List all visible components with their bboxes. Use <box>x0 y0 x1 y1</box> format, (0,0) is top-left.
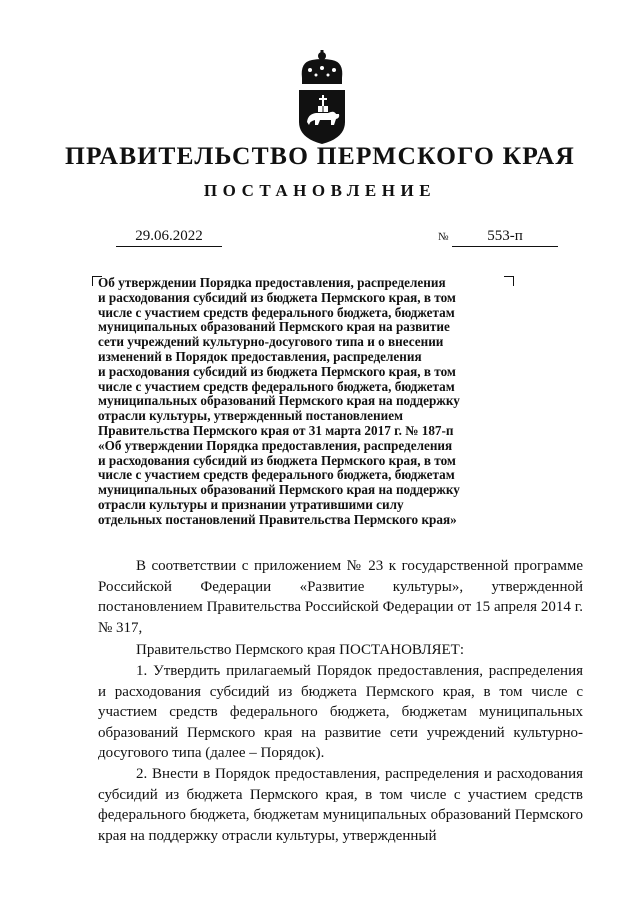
coat-of-arms-icon <box>290 48 354 146</box>
subject-line: отрасли культуры и признании утратившими силу <box>98 496 404 512</box>
subject-line: сети учреждений культурно-досугового типа и о внесении <box>98 334 444 350</box>
paragraph-item-2: 2. Внести в Порядок предоставления, распределения и расходования субсидий из бюджета Пермского края, в том числе с участием средств федерального бюджета, бюджетам муниципальных образований Пермского края на поддержку отрасли культуры, утвержденный <box>98 765 583 844</box>
paragraph-item-1: 1. Утвердить прилагаемый Порядок предоставления, распределения и расходования субсидий из бюджета Пермского края, в том числе с участием средств федерального бюджета, бюджетам муниципальных образований Пермского края на развитие сети учреждений культурно-досугового типа (далее – Порядок). <box>98 662 583 762</box>
subject-line: и расходования субсидий из бюджета Пермского края, в том <box>98 363 456 379</box>
subject-line: числе с участием средств федерального бюджета, бюджетам <box>98 304 455 320</box>
subject-line: муниципальных образований Пермского края на поддержку <box>98 393 460 409</box>
paragraph-preamble: В соответствии с приложением № 23 к государственной программе Российской Федерации «Развитие культуры», утвержденной постановлением Правительства Российской Федерации от 15 апреля 2014 г. № 317, <box>98 558 583 636</box>
subject-line: и расходования субсидий из бюджета Пермского края, в том <box>98 452 456 468</box>
document-subject <box>98 276 528 528</box>
document-number: 553-п <box>452 226 558 247</box>
paragraph-resolves: Правительство Пермского края ПОСТАНОВЛЯЕТ: <box>136 642 465 659</box>
number-sign: № <box>438 231 449 243</box>
subject-line: муниципальных образований Пермского края на развитие <box>98 319 450 335</box>
subject-line: числе с участием средств федерального бюджета, бюджетам <box>98 467 455 483</box>
document-date: 29.06.2022 <box>116 226 222 247</box>
subject-line: изменений в Порядок предоставления, распределения <box>98 348 422 364</box>
document-body <box>98 556 583 846</box>
subject-line: числе с участием средств федерального бюджета, бюджетам <box>98 378 455 394</box>
subject-line: Об утверждении Порядка предоставления, распределения <box>98 275 446 290</box>
subject-line: отрасли культуры, утвержденный постановлением <box>98 408 404 424</box>
government-title: ПРАВИТЕЛЬСТВО ПЕРМСКОГО КРАЯ <box>64 141 576 170</box>
document-type: ПОСТАНОВЛЕНИЕ <box>203 181 437 200</box>
subject-line: «Об утверждении Порядка предоставления, распределения <box>98 437 453 453</box>
subject-line: и расходования субсидий из бюджета Пермского края, в том <box>98 289 456 305</box>
subject-line: муниципальных образований Пермского края на поддержку <box>98 482 460 498</box>
subject-line: отдельных постановлений Правительства Пермского края» <box>98 511 457 527</box>
subject-line: Правительства Пермского края от 31 марта 2017 г. № 187-п <box>98 422 454 438</box>
